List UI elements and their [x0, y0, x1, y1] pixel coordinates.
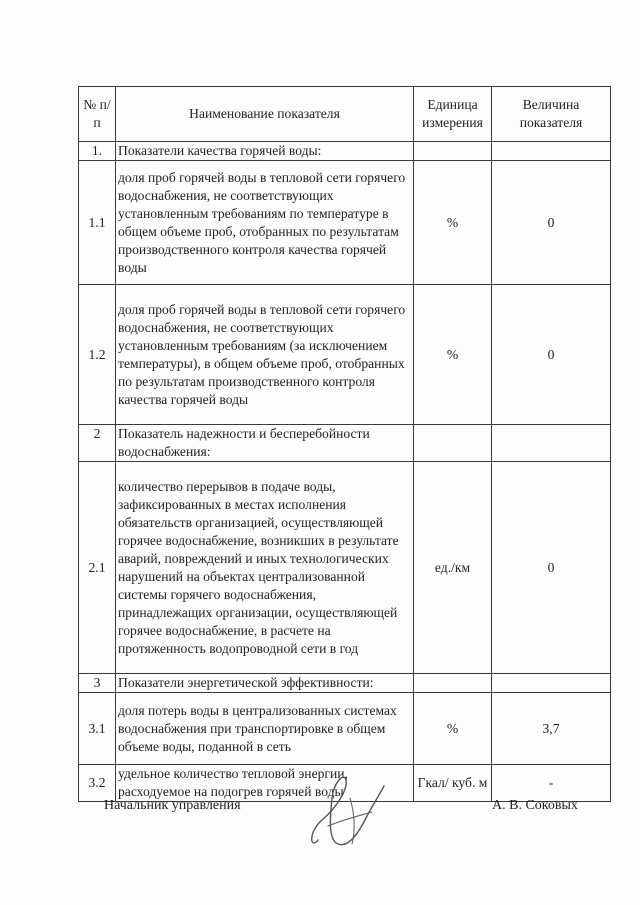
row-unit [414, 425, 492, 462]
row-name: Показатели качества горячей воды: [116, 142, 414, 161]
table-row [79, 693, 611, 765]
row-name: доля проб горячей воды в тепловой сети горячего водоснабжения, не соответствующих установленным требованиям по температуре в общем объеме проб, отобранных по результатам производственного контроля качества горячей воды [116, 161, 414, 285]
table-row [79, 462, 611, 674]
row-name: Показатель надежности и бесперебойности водоснабжения: [116, 425, 414, 462]
row-unit: % [414, 285, 492, 425]
row-number: 2 [79, 425, 116, 462]
row-number: 3 [79, 674, 116, 693]
row-number: 1.1 [79, 161, 116, 285]
row-name: количество перерывов в подаче воды, зафиксированных в местах исполнения обязательств организацией, осуществляющей горячее водоснабжение, возникших в результате аварий, повреждений и иных технологических нарушений на объектах централизованной системы горячего водоснабжения, принадлежащих организации, осуществляющей горячее водоснабжение, в расчете на протяженность водопроводной сети в год [116, 462, 414, 674]
row-value: 0 [492, 161, 611, 285]
table-row [79, 425, 611, 462]
row-value: 3,7 [492, 693, 611, 765]
row-unit: % [414, 693, 492, 765]
row-number: 3.2 [79, 765, 116, 802]
row-unit: % [414, 161, 492, 285]
row-number: 2.1 [79, 462, 116, 674]
indicators-table [78, 86, 611, 802]
row-name: доля потерь воды в централизованных системах водоснабжения при транспортировке в общем объеме воды, поданной в сеть [116, 693, 414, 765]
row-value [492, 142, 611, 161]
table-header-row [79, 87, 611, 142]
row-value: 0 [492, 285, 611, 425]
row-value: 0 [492, 462, 611, 674]
table-row [79, 161, 611, 285]
row-name: Показатели энергетической эффективности: [116, 674, 414, 693]
header-name: Наименование показателя [116, 87, 414, 142]
signatory-name: А. В. Соковых [492, 798, 578, 813]
row-number: 1. [79, 142, 116, 161]
row-value [492, 674, 611, 693]
signature-image [288, 768, 398, 868]
row-unit: ед./км [414, 462, 492, 674]
row-value [492, 425, 611, 462]
row-name: доля проб горячей воды в тепловой сети горячего водоснабжения, не соответствующих установленным требованиям (за исключением температуры), в общем объеме проб, отобранных по результатам производственного контроля качества горячей воды [116, 285, 414, 425]
table-row [79, 674, 611, 693]
table-row [79, 142, 611, 161]
row-number: 1.2 [79, 285, 116, 425]
row-name: удельное количество тепловой энергии, расходуемое на подогрев горячей воды [116, 765, 414, 802]
row-unit: Гкал/ куб. м [414, 765, 492, 802]
row-value: - [492, 765, 611, 802]
header-number: № п/п [79, 87, 116, 142]
header-value: Величина показателя [492, 87, 611, 142]
row-unit [414, 142, 492, 161]
signatory-position: Начальник управления [104, 798, 241, 813]
table-row [79, 285, 611, 425]
header-unit: Единица измерения [414, 87, 492, 142]
row-unit [414, 674, 492, 693]
row-number: 3.1 [79, 693, 116, 765]
